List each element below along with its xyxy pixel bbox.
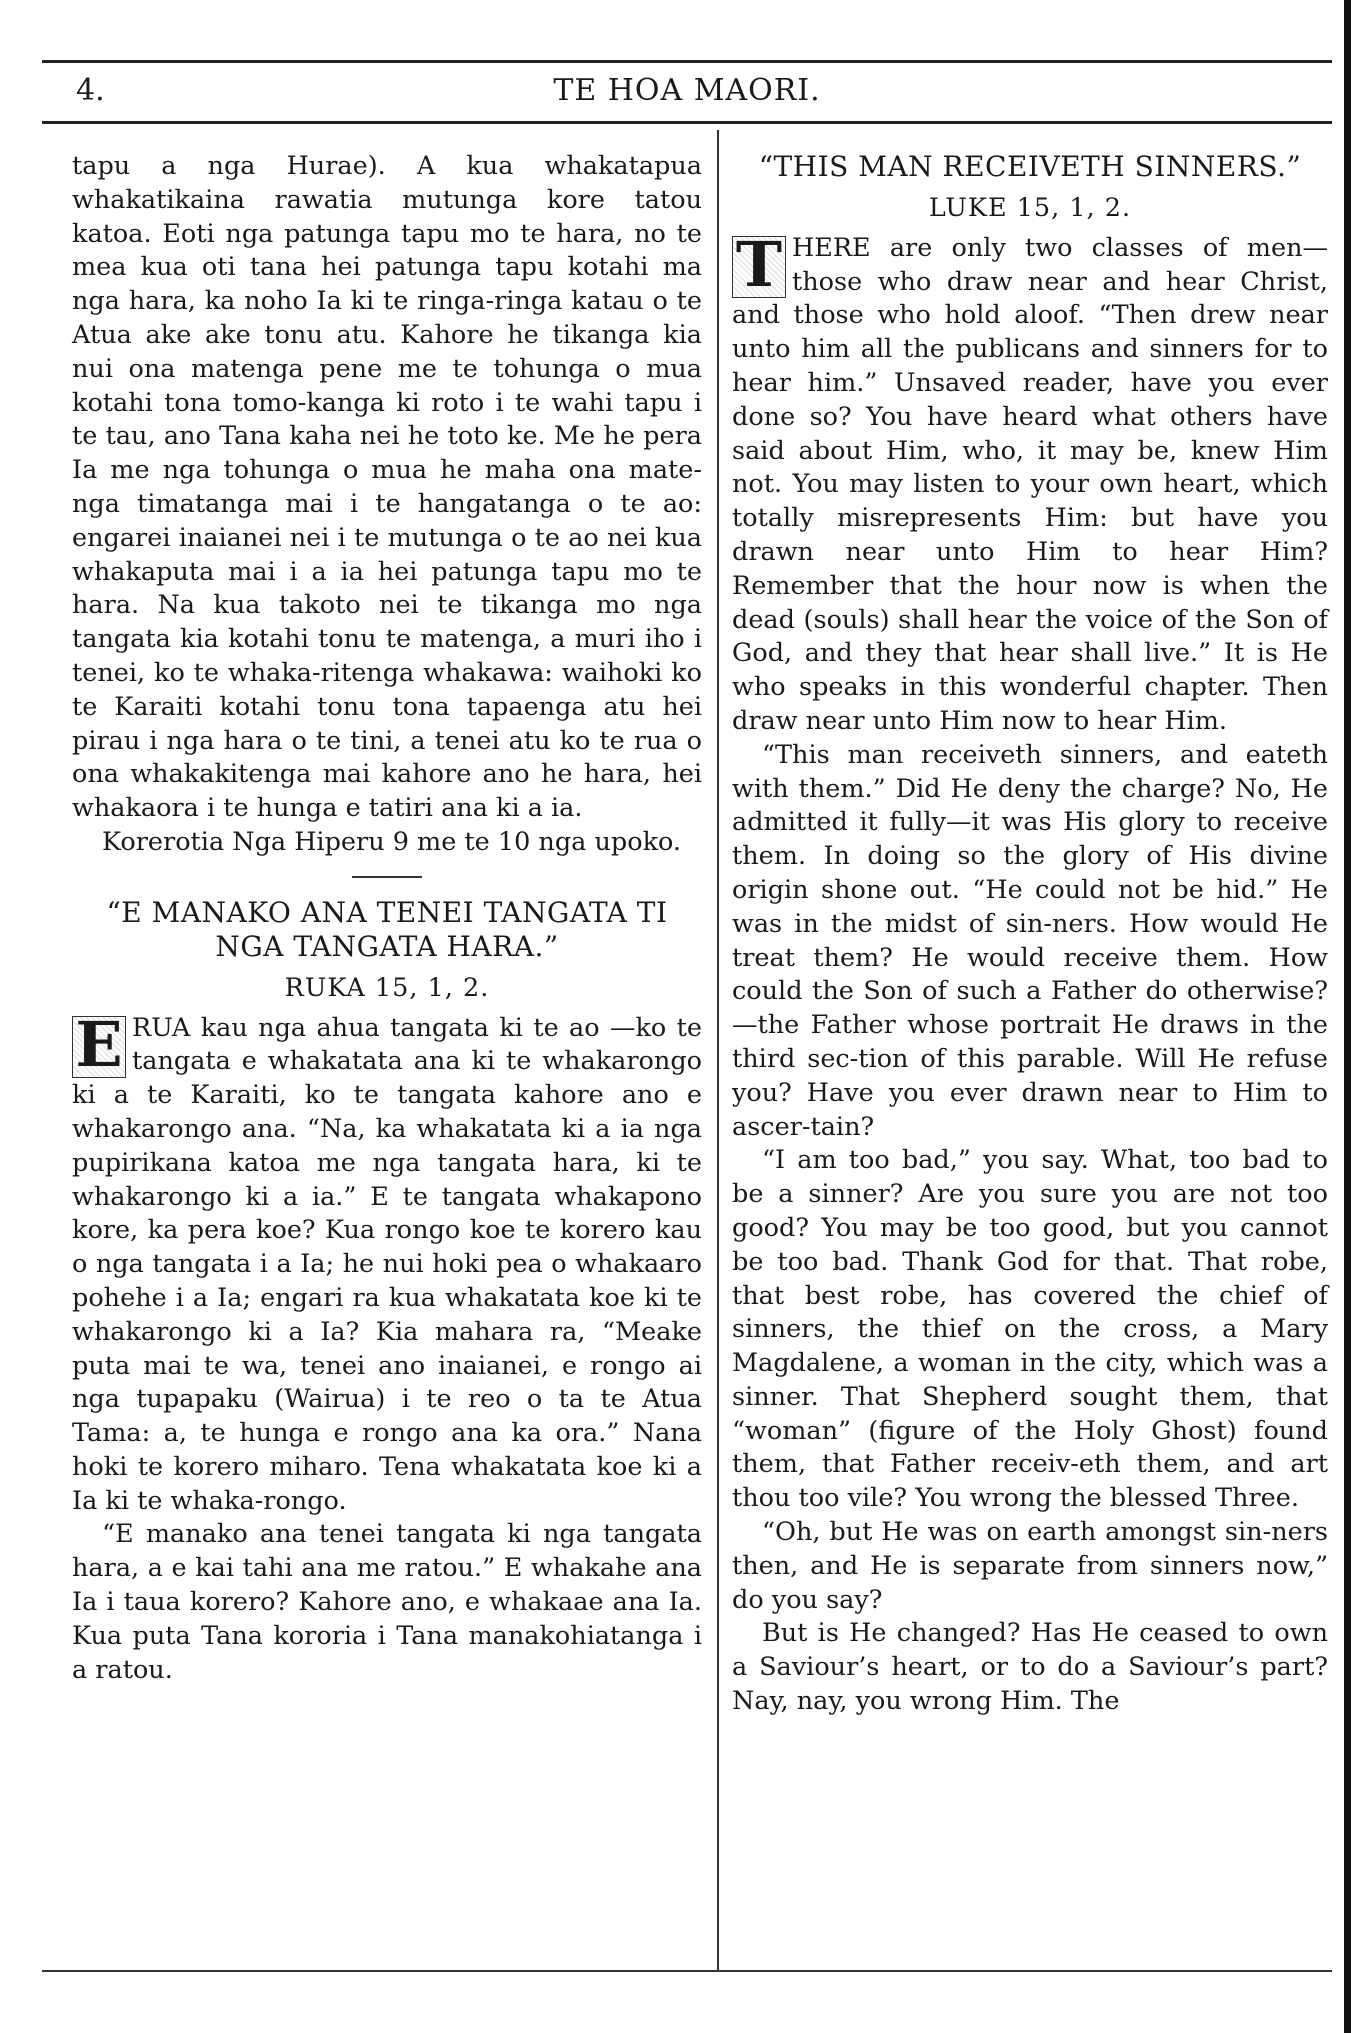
right-paragraph-1: HERE are only two classes of men— those who draw near and hear Christ, and those who hold aloof. “Then drew near unto him all the publicans and sinners for to hear him.” Unsaved reader, have you ever done so? You have heard what others have said about Him, who, it may be, knew Him not. You may listen to your own heart, which totally misrepresents Him: but have you drawn near unto Him to hear Him? Remember that the hour now is when the dead (souls) shall hear the voice of the Son of God, and they that hear shall live.” It is He who speaks in this wonderful chapter. Then draw near unto Him now to hear Him. (732, 232, 1328, 736)
right-article-heading: “THIS MAN RECEIVETH SINNERS.” (758, 150, 1302, 183)
left-paragraph-2: Korerotia Nga Hiperu 9 me te 10 nga upoko. (102, 826, 682, 857)
page-number: 4. (76, 73, 105, 108)
left-paragraph-4: “E manako ana tenei tangata ki nga tangata hara, a e kai tahi ana me ratou.” E whakahe ana Ia i taua korero? Kahore ano, e whakaae ana Ia. Kua puta Tana kororia i Tana manakohiatanga i a ratou. (72, 1519, 702, 1685)
left-article-heading: “E MANAKO ANA TENEI TANGATA TI NGA TANGATA HARA.” (106, 895, 668, 963)
bottom-rule (42, 1970, 1332, 1972)
right-paragraph-4: “Oh, but He was on earth amongst sin-ners then, and He is separate from sinners now,” do you say? (732, 1517, 1328, 1615)
right-paragraph-5: But is He changed? Has He ceased to own a Saviour’s heart, or to do a Saviour’s part? Nay, nay, you wrong Him. The (732, 1618, 1328, 1717)
left-dropcap: E (72, 1016, 126, 1078)
right-paragraph-3: “I am too bad,” you say. What, too bad to be a sinner? Are you sure you are not too good? You may be too good, but you cannot be too bad. Thank God for that. That robe, that best robe, has covered the chief of sinners, the thief on the cross, a Mary Magdalene, a woman in the city, which was a sinner. That Shepherd sought them, that “woman” (figure of the Holy Ghost) found them, that Father receiv-eth them, and art thou too vile? You wrong the blessed Three. (732, 1145, 1328, 1514)
left-scripture-reference: RUKA 15, 1, 2. (284, 972, 490, 1003)
left-paragraph-3: RUA kau nga ahua tangata ki te ao —ko te tangata e whakatata ana ki te whakarongo ki a te Karaiti, ko te tangata kahore ano e whakarongo ana. “Na, ka whakatata ki a ia nga pupirikana katoa me nga tangata hara, ki te whakarongo ki a ia.” E te tangata whakapono kore, ka pera koe? Kua rongo koe te korero kau o nga tangata i a Ia; he nui hoki pea o whakaaro pohehe i a Ia; engari ra kua whakatata koe ki te whakarongo ki a Ia? Kia mahara ra, “Meake puta mai te wa, tenei ano inaianei, e rongo ai nga tupapaku (Wairua) i te reo o ta te Atua Tama: a, te hunga e rongo ana ka ora.” Nana hoki te korero miharo. Tena whakatata koe ki a Ia ki te whaka-rongo. (72, 1012, 702, 1516)
page-header (42, 60, 1332, 124)
page (42, 60, 1344, 2020)
right-dropcap: T (732, 236, 786, 298)
binding-edge (1344, 0, 1351, 2033)
running-title: TE HOA MAORI. (553, 73, 821, 108)
left-paragraph-1: tapu a nga Hurae). A kua whakatapua whakatikaina rawatia mutunga kore tatou katoa. Eoti nga patunga tapu mo te hara, no te mea kua oti tana hei patunga tapu kotahi ma nga hara, ka noho Ia ki te ringa-ringa katau o te Atua ake ake tonu atu. Kahore he tikanga kia nui ona matenga pene me te tohunga o mua kotahi tona tomo-kanga ki roto i te wahi tapu i te tau, ano Tana kaha nei he toto ke. Me he pera Ia me nga tohunga o mua he maha ona mate-nga timatanga mai i te hangatanga o te ao: engarei inaianei nei i te mutunga o te ao nei kua whakaputa mai i a ia hei patunga tapu mo te hara. Na kua takoto nei te tikanga mo nga tangata kia kotahi tonu te matenga, a muri iho i tenei, ko te whaka-ritenga whakawa: waihoki ko te Karaiti kotahi tonu tona tapaenga atu hei pirau i nga hara o te tini, a tenei atu ko te rua o ona whakakitenga mai kahore ano he hara, hei whakaora i te hunga e tatiri ana ki a ia. (72, 151, 702, 824)
right-scripture-reference: LUKE 15, 1, 2. (928, 193, 1132, 223)
right-column (732, 150, 1328, 1950)
section-divider (352, 876, 422, 878)
right-paragraph-2: “This man receiveth sinners, and eateth with them.” Did He deny the charge? No, He admitted it fully—it was His glory to receive them. In doing so the glory of His divine origin shone out. “He could not be hid.” He was in the midst of sin-ners. How would He treat them? He would receive them. How could the Son of such a Father do otherwise?—the Father whose portrait He draws in the third sec-tion of this parable. Will He refuse you? Have you ever drawn near to Him to ascer-tain? (732, 739, 1328, 1142)
left-column (72, 150, 702, 1950)
column-divider (717, 130, 719, 1970)
